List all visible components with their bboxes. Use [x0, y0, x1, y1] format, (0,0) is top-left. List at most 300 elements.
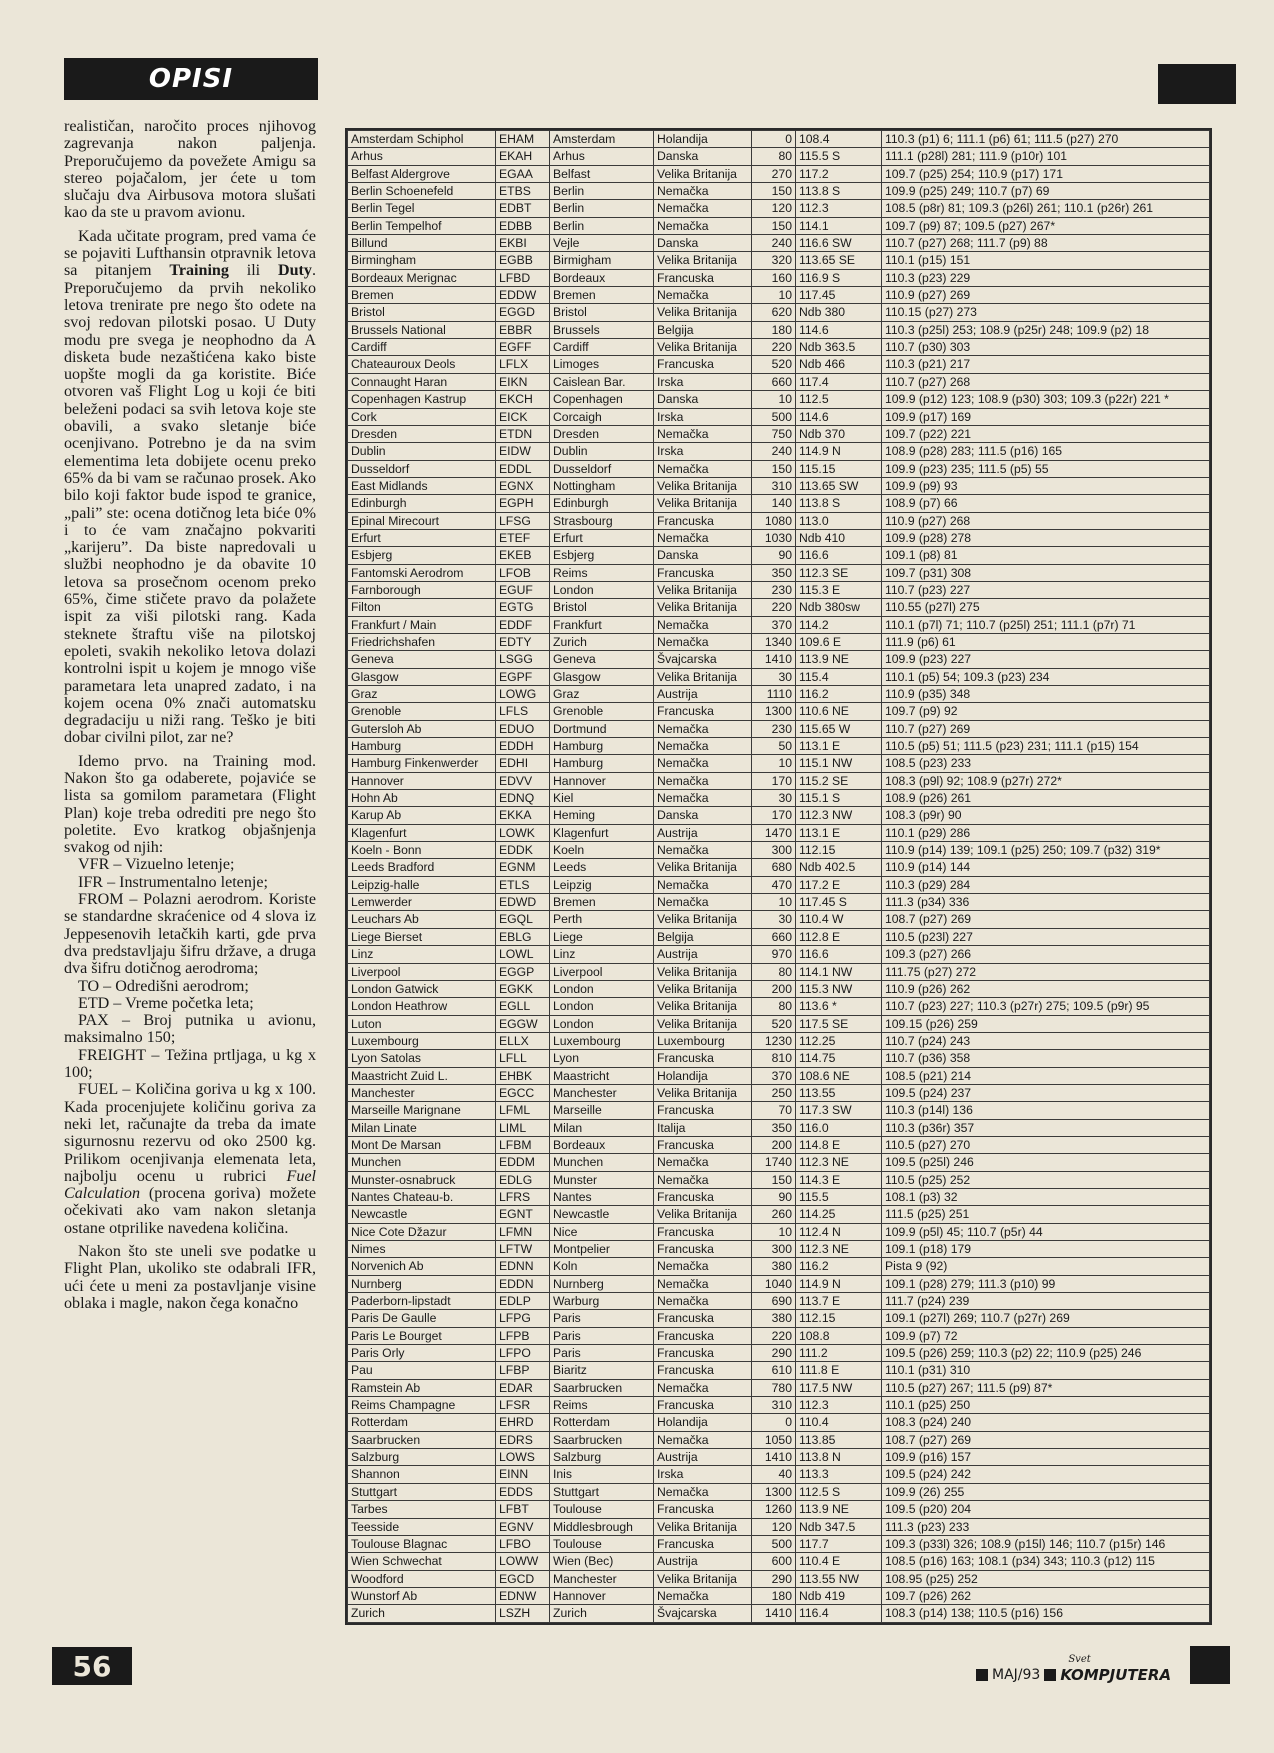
city-cell: Corcaigh: [550, 408, 654, 425]
ils-cell: 110.1 (p25) 250: [882, 1397, 1210, 1414]
city-cell: Erfurt: [550, 529, 654, 546]
country-cell: Danska: [654, 807, 752, 824]
airport-name-cell: Epinal Mirecourt: [348, 512, 496, 529]
country-cell: Francuska: [654, 564, 752, 581]
ils-cell: 110.3 (p23) 229: [882, 269, 1210, 286]
country-cell: Nemačka: [654, 876, 752, 893]
icao-code-cell: LFBO: [496, 1535, 550, 1552]
city-cell: Koln: [550, 1258, 654, 1275]
elevation-cell: 0: [752, 131, 796, 148]
ils-cell: 110.7 (p30) 303: [882, 339, 1210, 356]
icao-code-cell: EIKN: [496, 373, 550, 390]
table-row: [348, 495, 1210, 512]
airport-name-cell: Glasgow: [348, 668, 496, 685]
table-row: [348, 1015, 1210, 1032]
ils-cell: 111.9 (p6) 61: [882, 633, 1210, 650]
elevation-cell: 300: [752, 842, 796, 859]
elevation-cell: 150: [752, 460, 796, 477]
vor-cell: Ndb 370: [796, 425, 882, 442]
airport-name-cell: Luxembourg: [348, 1032, 496, 1049]
country-cell: Nemačka: [654, 633, 752, 650]
airport-name-cell: Newcastle: [348, 1206, 496, 1223]
country-cell: Nemačka: [654, 755, 752, 772]
table-row: [348, 1379, 1210, 1396]
elevation-cell: 520: [752, 1015, 796, 1032]
ils-cell: 108.9 (p7) 66: [882, 495, 1210, 512]
table-row: [348, 425, 1210, 442]
country-cell: Velika Britanija: [654, 1518, 752, 1535]
elevation-cell: 180: [752, 321, 796, 338]
airport-name-cell: Filton: [348, 599, 496, 616]
airport-name-cell: Manchester: [348, 1084, 496, 1101]
city-cell: Koeln: [550, 842, 654, 859]
table-row: [348, 1483, 1210, 1500]
country-cell: Francuska: [654, 703, 752, 720]
icao-code-cell: EGNM: [496, 859, 550, 876]
vor-cell: 117.5 NW: [796, 1379, 882, 1396]
table-row: [348, 980, 1210, 997]
elevation-cell: 0: [752, 1414, 796, 1431]
vor-cell: 117.4: [796, 373, 882, 390]
ils-cell: 108.5 (p16) 163; 108.1 (p34) 343; 110.3 (p12) 115: [882, 1553, 1210, 1570]
vor-cell: 116.2: [796, 686, 882, 703]
elevation-cell: 290: [752, 1570, 796, 1587]
table-row: [348, 633, 1210, 650]
ils-cell: 109.9 (p23) 235; 111.5 (p5) 55: [882, 460, 1210, 477]
city-cell: Hamburg: [550, 738, 654, 755]
ils-cell: 110.5 (p27) 267; 111.5 (p9) 87*: [882, 1379, 1210, 1396]
airport-name-cell: Fantomski Aerodrom: [348, 564, 496, 581]
table-row: [348, 1136, 1210, 1153]
vor-cell: 112.5 S: [796, 1483, 882, 1500]
country-cell: Holandija: [654, 131, 752, 148]
icao-code-cell: EDNQ: [496, 790, 550, 807]
country-cell: Luxembourg: [654, 1032, 752, 1049]
table-row: [348, 1223, 1210, 1240]
table-row: [348, 1188, 1210, 1205]
table-row: [348, 1327, 1210, 1344]
table-row: [348, 790, 1210, 807]
square-icon: [976, 1669, 988, 1681]
country-cell: Irska: [654, 373, 752, 390]
elevation-cell: 500: [752, 408, 796, 425]
icao-code-cell: EDRS: [496, 1431, 550, 1448]
table-row: [348, 738, 1210, 755]
table-row: [348, 1102, 1210, 1119]
table-row: [348, 217, 1210, 234]
vor-cell: 115.15: [796, 460, 882, 477]
icao-code-cell: LOWS: [496, 1449, 550, 1466]
elevation-cell: 10: [752, 894, 796, 911]
table-row: [348, 963, 1210, 980]
airport-name-cell: Nimes: [348, 1241, 496, 1258]
elevation-cell: 1300: [752, 703, 796, 720]
table-row: [348, 1587, 1210, 1604]
elevation-cell: 500: [752, 1535, 796, 1552]
vor-cell: 112.4 N: [796, 1223, 882, 1240]
icao-code-cell: EDDN: [496, 1275, 550, 1292]
country-cell: Francuska: [654, 1310, 752, 1327]
airport-name-cell: Chateauroux Deols: [348, 356, 496, 373]
elevation-cell: 320: [752, 252, 796, 269]
vor-cell: 117.45 S: [796, 894, 882, 911]
elevation-cell: 80: [752, 963, 796, 980]
country-cell: Velika Britanija: [654, 599, 752, 616]
elevation-cell: 1300: [752, 1483, 796, 1500]
vor-cell: 113.9 NE: [796, 651, 882, 668]
brand-small: Svet: [1068, 1654, 1091, 1665]
table-row: [348, 1345, 1210, 1362]
city-cell: Brussels: [550, 321, 654, 338]
vor-cell: 108.8: [796, 1327, 882, 1344]
table-row: [348, 998, 1210, 1015]
city-cell: Glasgow: [550, 668, 654, 685]
icao-code-cell: LFSG: [496, 512, 550, 529]
table-row: [348, 460, 1210, 477]
vor-cell: 113.65 SE: [796, 252, 882, 269]
icao-code-cell: EDAR: [496, 1379, 550, 1396]
country-cell: Irska: [654, 1466, 752, 1483]
definition-item: IFR – Instrumentalno letenje;: [78, 873, 268, 891]
ils-cell: 109.1 (p27l) 269; 110.7 (p27r) 269: [882, 1310, 1210, 1327]
country-cell: Francuska: [654, 1327, 752, 1344]
elevation-cell: 10: [752, 287, 796, 304]
elevation-cell: 370: [752, 616, 796, 633]
article-column: [64, 118, 316, 1312]
table-row: [348, 1397, 1210, 1414]
ils-cell: 109.9 (p25) 249; 110.7 (p7) 69: [882, 183, 1210, 200]
vor-cell: 113.8 N: [796, 1449, 882, 1466]
ils-cell: 110.7 (p23) 227: [882, 581, 1210, 598]
ils-cell: 110.3 (p14l) 136: [882, 1102, 1210, 1119]
table-row: [348, 1084, 1210, 1101]
ils-cell: 108.5 (p21) 214: [882, 1067, 1210, 1084]
elevation-cell: 810: [752, 1050, 796, 1067]
table-row: [348, 269, 1210, 286]
country-cell: Velika Britanija: [654, 1206, 752, 1223]
city-cell: Limoges: [550, 356, 654, 373]
airport-name-cell: Dresden: [348, 425, 496, 442]
table-row: [348, 1275, 1210, 1292]
icao-code-cell: EGQL: [496, 911, 550, 928]
vor-cell: 113.65 SW: [796, 477, 882, 494]
airport-name-cell: Bristol: [348, 304, 496, 321]
table-row: [348, 1501, 1210, 1518]
square-icon: [1044, 1669, 1056, 1681]
country-cell: Nemačka: [654, 1293, 752, 1310]
elevation-cell: 660: [752, 928, 796, 945]
airport-name-cell: Stuttgart: [348, 1483, 496, 1500]
country-cell: Velika Britanija: [654, 1084, 752, 1101]
city-cell: Saarbrucken: [550, 1379, 654, 1396]
ils-cell: 111.3 (p23) 233: [882, 1518, 1210, 1535]
ils-cell: 110.5 (p27) 270: [882, 1136, 1210, 1153]
ils-cell: 110.9 (p27) 268: [882, 512, 1210, 529]
icao-code-cell: ETLS: [496, 876, 550, 893]
country-cell: Nemačka: [654, 790, 752, 807]
icao-code-cell: ETEF: [496, 529, 550, 546]
table-row: [348, 529, 1210, 546]
icao-code-cell: LFMN: [496, 1223, 550, 1240]
country-cell: Danska: [654, 547, 752, 564]
country-cell: Nemačka: [654, 842, 752, 859]
fuel-calculation-term: Fuel Calculation: [64, 1167, 316, 1203]
city-cell: Marseille: [550, 1102, 654, 1119]
table-row: [348, 772, 1210, 789]
country-cell: Danska: [654, 148, 752, 165]
table-row: [348, 356, 1210, 373]
ils-cell: 111.5 (p25) 251: [882, 1206, 1210, 1223]
city-cell: Warburg: [550, 1293, 654, 1310]
country-cell: Velika Britanija: [654, 252, 752, 269]
vor-cell: 115.5 S: [796, 148, 882, 165]
airport-name-cell: Dusseldorf: [348, 460, 496, 477]
icao-code-cell: EICK: [496, 408, 550, 425]
icao-code-cell: EIDW: [496, 443, 550, 460]
country-cell: Velika Britanija: [654, 859, 752, 876]
airport-name-cell: Pau: [348, 1362, 496, 1379]
elevation-cell: 690: [752, 1293, 796, 1310]
ils-cell: 109.1 (p8) 81: [882, 547, 1210, 564]
city-cell: Geneva: [550, 651, 654, 668]
airport-name-cell: Arhus: [348, 148, 496, 165]
city-cell: Hannover: [550, 772, 654, 789]
icao-code-cell: EBLG: [496, 928, 550, 945]
elevation-cell: 150: [752, 1171, 796, 1188]
ils-cell: 109.9 (26) 255: [882, 1483, 1210, 1500]
airport-name-cell: Lyon Satolas: [348, 1050, 496, 1067]
elevation-cell: 240: [752, 235, 796, 252]
vor-cell: 114.9 N: [796, 443, 882, 460]
city-cell: Dortmund: [550, 720, 654, 737]
icao-code-cell: EDDH: [496, 738, 550, 755]
vor-cell: Ndb 380sw: [796, 599, 882, 616]
city-cell: Berlin: [550, 183, 654, 200]
icao-code-cell: EBBR: [496, 321, 550, 338]
airport-name-cell: Copenhagen Kastrup: [348, 391, 496, 408]
icao-code-cell: LIML: [496, 1119, 550, 1136]
city-cell: Middlesbrough: [550, 1518, 654, 1535]
ils-cell: 110.7 (p23) 227; 110.3 (p27r) 275; 109.5 (p9r) 95: [882, 998, 1210, 1015]
vor-cell: 112.3: [796, 1397, 882, 1414]
city-cell: Belfast: [550, 165, 654, 182]
city-cell: Leipzig: [550, 876, 654, 893]
table-row: [348, 547, 1210, 564]
table-row: [348, 200, 1210, 217]
table-row: [348, 1241, 1210, 1258]
airport-name-cell: Tarbes: [348, 1501, 496, 1518]
vor-cell: 113.9 NE: [796, 1501, 882, 1518]
vor-cell: 117.2: [796, 165, 882, 182]
elevation-cell: 170: [752, 807, 796, 824]
airport-name-cell: Brussels National: [348, 321, 496, 338]
table-row: [348, 842, 1210, 859]
airport-name-cell: Berlin Tegel: [348, 200, 496, 217]
city-cell: Cardiff: [550, 339, 654, 356]
country-cell: Francuska: [654, 1188, 752, 1205]
icao-code-cell: EDDW: [496, 287, 550, 304]
airport-name-cell: Rotterdam: [348, 1414, 496, 1431]
vor-cell: 110.4 W: [796, 911, 882, 928]
ils-cell: 110.5 (p23l) 227: [882, 928, 1210, 945]
table-row: [348, 859, 1210, 876]
definition-item: TO – Odredišni aerodrom;: [78, 977, 249, 995]
country-cell: Nemačka: [654, 529, 752, 546]
city-cell: Perth: [550, 911, 654, 928]
country-cell: Irska: [654, 408, 752, 425]
airport-name-cell: Liege Bierset: [348, 928, 496, 945]
country-cell: Švajcarska: [654, 1605, 752, 1622]
country-cell: Velika Britanija: [654, 911, 752, 928]
city-cell: Leeds: [550, 859, 654, 876]
airport-name-cell: Nice Cote Džazur: [348, 1223, 496, 1240]
airport-name-cell: Farnborough: [348, 581, 496, 598]
ils-cell: 110.7 (p27) 268: [882, 373, 1210, 390]
city-cell: Berlin: [550, 217, 654, 234]
icao-code-cell: EDHI: [496, 755, 550, 772]
city-cell: London: [550, 980, 654, 997]
article-paragraph: Idemo prvo. na Training mod. Nakon što ga odaberete, pojaviće se lista sa gomilom parametara (Flight Plan) koje treba odrediti pre nego što poletite. Evo kratkog objašnjenja svakog od njih:: [64, 752, 316, 857]
ils-cell: 109.7 (p26) 262: [882, 1587, 1210, 1604]
table-row: [348, 876, 1210, 893]
elevation-cell: 1340: [752, 633, 796, 650]
table-row: [348, 235, 1210, 252]
elevation-cell: 230: [752, 581, 796, 598]
table-row: [348, 252, 1210, 269]
city-cell: Copenhagen: [550, 391, 654, 408]
airport-table-body: [348, 131, 1210, 1623]
table-row: [348, 703, 1210, 720]
vor-cell: 117.5 SE: [796, 1015, 882, 1032]
ils-cell: 108.1 (p3) 32: [882, 1188, 1210, 1205]
vor-cell: 112.3: [796, 200, 882, 217]
city-cell: Luxembourg: [550, 1032, 654, 1049]
city-cell: Kiel: [550, 790, 654, 807]
vor-cell: 117.45: [796, 287, 882, 304]
icao-code-cell: EGGD: [496, 304, 550, 321]
elevation-cell: 30: [752, 668, 796, 685]
icao-code-cell: EKBI: [496, 235, 550, 252]
airport-name-cell: Geneva: [348, 651, 496, 668]
country-cell: Irska: [654, 443, 752, 460]
icao-code-cell: EDBB: [496, 217, 550, 234]
city-cell: Paris: [550, 1327, 654, 1344]
country-cell: Nemačka: [654, 1258, 752, 1275]
ils-cell: Pista 9 (92): [882, 1258, 1210, 1275]
ils-cell: 110.7 (p27) 268; 111.7 (p9) 88: [882, 235, 1210, 252]
table-row: [348, 1414, 1210, 1431]
definition-item: ETD – Vreme početka leta;: [78, 994, 254, 1012]
city-cell: Zurich: [550, 1605, 654, 1622]
table-row: [348, 1605, 1210, 1622]
country-cell: Austrija: [654, 1449, 752, 1466]
airport-name-cell: Lemwerder: [348, 894, 496, 911]
icao-code-cell: ETBS: [496, 183, 550, 200]
icao-code-cell: LSGG: [496, 651, 550, 668]
ils-cell: 110.3 (p21) 217: [882, 356, 1210, 373]
icao-code-cell: EGTG: [496, 599, 550, 616]
ils-cell: 109.3 (p33l) 326; 108.9 (p15l) 146; 110.7 (p15r) 146: [882, 1535, 1210, 1552]
vor-cell: Ndb 380: [796, 304, 882, 321]
icao-code-cell: LFBP: [496, 1362, 550, 1379]
table-row: [348, 131, 1210, 148]
city-cell: Linz: [550, 946, 654, 963]
city-cell: Bordeaux: [550, 1136, 654, 1153]
elevation-cell: 40: [752, 1466, 796, 1483]
airport-name-cell: Liverpool: [348, 963, 496, 980]
icao-code-cell: EGLL: [496, 998, 550, 1015]
city-cell: London: [550, 1015, 654, 1032]
elevation-cell: 270: [752, 165, 796, 182]
airport-name-cell: Linz: [348, 946, 496, 963]
table-row: [348, 581, 1210, 598]
icao-code-cell: EDVV: [496, 772, 550, 789]
elevation-cell: 220: [752, 599, 796, 616]
airport-name-cell: Munchen: [348, 1154, 496, 1171]
airport-name-cell: Frankfurt / Main: [348, 616, 496, 633]
elevation-cell: 120: [752, 200, 796, 217]
city-cell: Liverpool: [550, 963, 654, 980]
city-cell: Graz: [550, 686, 654, 703]
table-row: [348, 946, 1210, 963]
ils-cell: 111.3 (p34) 336: [882, 894, 1210, 911]
elevation-cell: 1230: [752, 1032, 796, 1049]
elevation-cell: 260: [752, 1206, 796, 1223]
vor-cell: Ndb 402.5: [796, 859, 882, 876]
icao-code-cell: LOWL: [496, 946, 550, 963]
city-cell: Saarbrucken: [550, 1431, 654, 1448]
city-cell: Berlin: [550, 200, 654, 217]
icao-code-cell: LOWK: [496, 824, 550, 841]
table-row: [348, 616, 1210, 633]
airport-name-cell: Mont De Marsan: [348, 1136, 496, 1153]
elevation-cell: 90: [752, 1188, 796, 1205]
country-cell: Belgija: [654, 928, 752, 945]
icao-code-cell: EDTY: [496, 633, 550, 650]
country-cell: Nemačka: [654, 460, 752, 477]
vor-cell: Ndb 347.5: [796, 1518, 882, 1535]
elevation-cell: 1410: [752, 1449, 796, 1466]
table-row: [348, 477, 1210, 494]
city-cell: Dublin: [550, 443, 654, 460]
table-row: [348, 1310, 1210, 1327]
elevation-cell: 230: [752, 720, 796, 737]
vor-cell: 113.55: [796, 1084, 882, 1101]
city-cell: Maastricht: [550, 1067, 654, 1084]
ils-cell: 110.9 (p14) 139; 109.1 (p25) 250; 109.7 (p32) 319*: [882, 842, 1210, 859]
vor-cell: 110.6 NE: [796, 703, 882, 720]
vor-cell: 113.7 E: [796, 1293, 882, 1310]
definition-item: FUEL – Količina goriva u kg x 100. Kada procenjujete količinu goriva za neki let, računajte da treba da imate sigurnosnu rezervu od oko 2500 kg. Prilikom ocenjivanja elemenata leta, najbolju ocenu u rubrici Fuel Calculation (procena goriva) možete očekivati ako vam nakon sletanja ostane otprilike navedena količina.: [64, 1081, 316, 1237]
ils-cell: 110.7 (p36) 358: [882, 1050, 1210, 1067]
elevation-cell: 30: [752, 911, 796, 928]
airport-name-cell: Connaught Haran: [348, 373, 496, 390]
vor-cell: Ndb 363.5: [796, 339, 882, 356]
elevation-cell: 170: [752, 772, 796, 789]
article-paragraph: Kada učitate program, pred vama će se pojaviti Lufthansin otpravnik letova sa pitanjem Training ili Duty. Preporučujemo da prvih nekoliko letova trenirate pre nego što odete na svoj redovan pilotski posao. U Duty modu pre svega je neophodno da A disketa bude nezaštićena kako biste uopšte mogli da ga koristite. Biće otvoren vaš Flight Log u koji će biti beleženi podaci sa svih letova koje ste obavili, a svako sletanje biće ocenjivano. Potrebno je da na svim elementima leta dobijete ocenu preko 65% da bi vam se računao prosek. Ako bilo koji faktor bude ispod te granice, „pali” ste: ocena dotičnog leta biće 0% i to će vam značajno pokvariti „karijeru”. Da biste napredovali u službi neophodno je da obavite 10 letova sa prosečnom ocenom preko 65%, čime stičete pravo da polažete ispit za viši pilotski rang. Kada steknete štraftu više na pilotskoj epoleti, svakih nekoliko letova dolazi kontrolni ispit u kojem je mnogo više parametara leta unapred zadato, i na kojem ocena 0% znači automatsku degradaciju u niži rang. Teško je biti dobar civilni pilot, zar ne?: [64, 227, 316, 747]
vor-cell: 114.6: [796, 408, 882, 425]
country-cell: Nemačka: [654, 183, 752, 200]
country-cell: Velika Britanija: [654, 1015, 752, 1032]
airport-name-cell: Grenoble: [348, 703, 496, 720]
airport-name-cell: Reims Champagne: [348, 1397, 496, 1414]
icao-code-cell: LFLL: [496, 1050, 550, 1067]
airport-name-cell: Friedrichshafen: [348, 633, 496, 650]
vor-cell: 115.1 NW: [796, 755, 882, 772]
icao-code-cell: LFBD: [496, 269, 550, 286]
country-cell: Nemačka: [654, 1379, 752, 1396]
elevation-cell: 970: [752, 946, 796, 963]
